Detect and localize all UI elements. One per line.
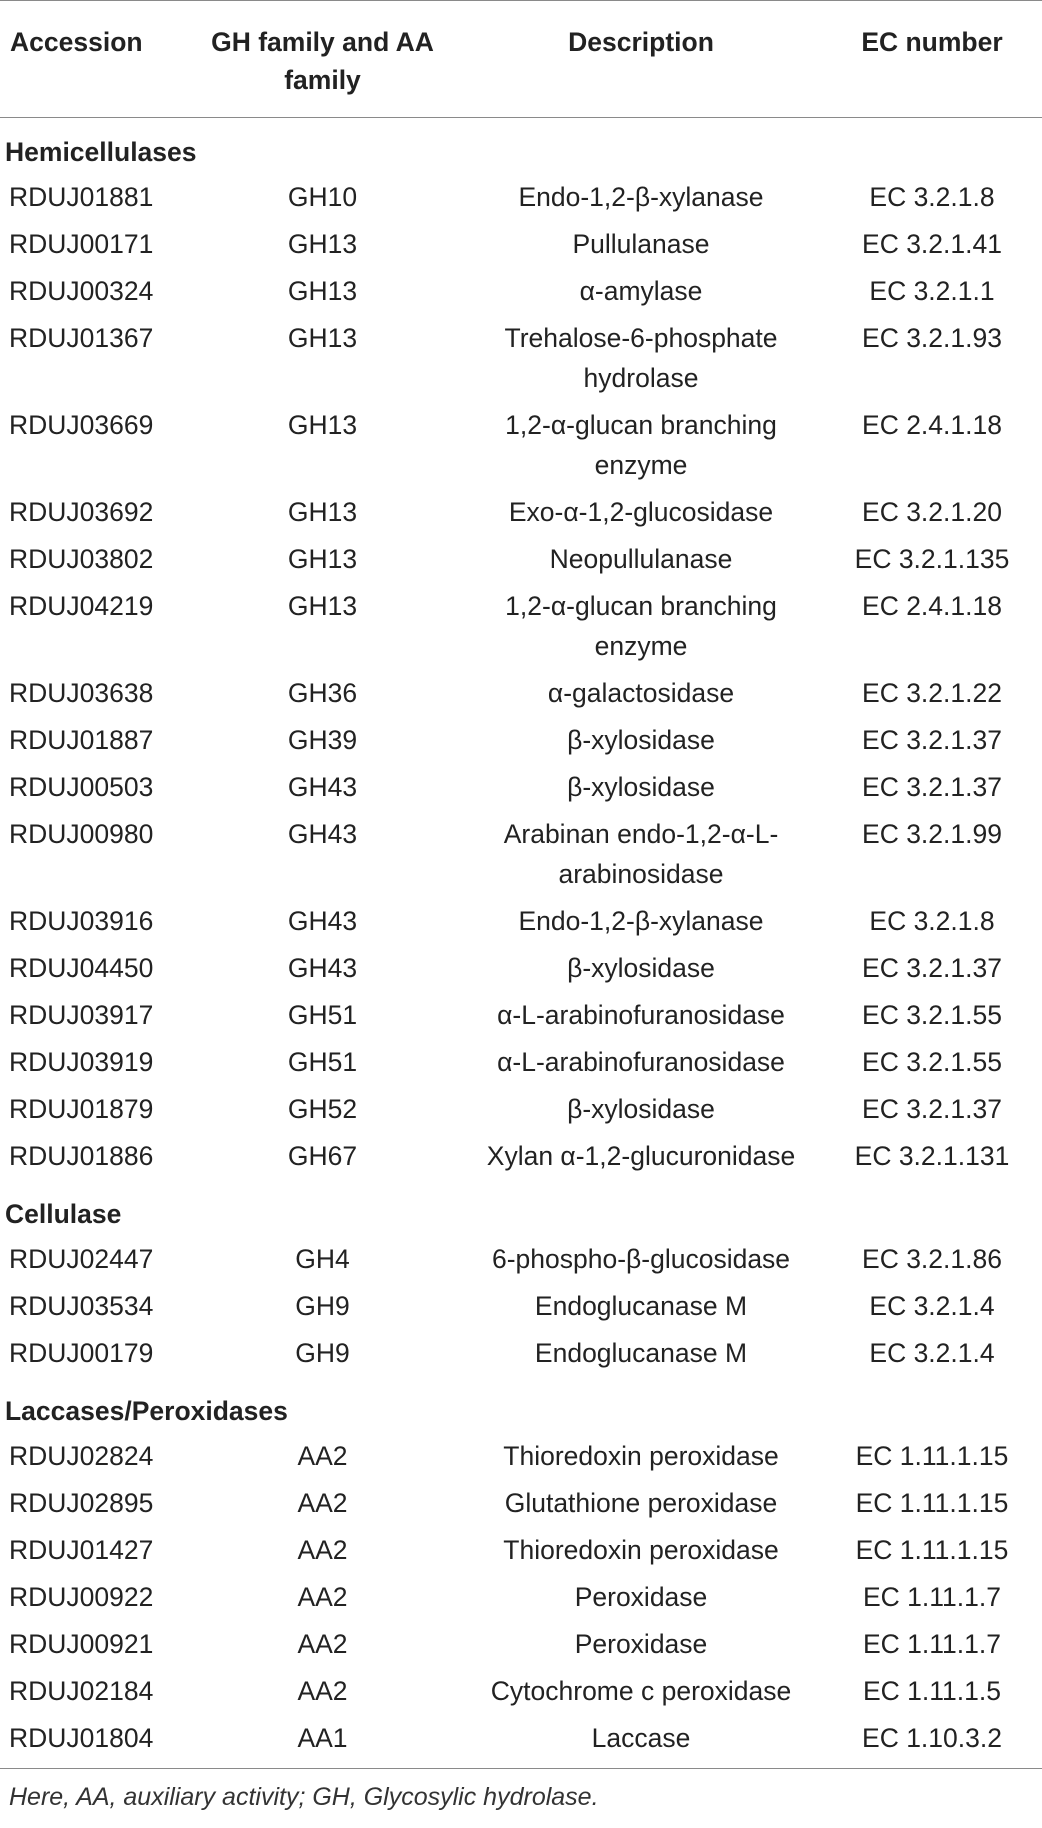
column-header-ec-number: EC number xyxy=(822,7,1042,118)
accession-cell: RDUJ02895 xyxy=(9,1488,154,1518)
ec-number-cell: EC 3.2.1.86 xyxy=(862,1244,1002,1274)
ec-number-cell: EC 3.2.1.4 xyxy=(869,1338,995,1368)
section-header-row xyxy=(0,118,1042,175)
table-row xyxy=(0,1236,1042,1283)
family-cell: GH10 xyxy=(287,182,358,212)
ec-number-cell: EC 3.2.1.22 xyxy=(862,678,1002,708)
ec-number-cell: EC 2.4.1.18 xyxy=(862,410,1002,440)
description-cell: α-amylase xyxy=(579,276,703,306)
ec-number-cell: EC 3.2.1.37 xyxy=(862,953,1002,983)
table-row xyxy=(0,992,1042,1039)
accession-cell: RDUJ03916 xyxy=(9,906,154,936)
ec-number-cell: EC 1.11.1.7 xyxy=(863,1629,1001,1659)
accession-cell: RDUJ00921 xyxy=(9,1629,154,1659)
table-row xyxy=(0,1527,1042,1574)
accession-cell: RDUJ01804 xyxy=(9,1723,154,1753)
family-cell: AA2 xyxy=(297,1676,348,1706)
description-cell: 1,2-α-glucan branching enzyme xyxy=(505,591,777,661)
table-header xyxy=(0,1,1042,118)
accession-cell: RDUJ01879 xyxy=(9,1094,154,1124)
description-cell: Endoglucanase M xyxy=(534,1291,748,1321)
table-row xyxy=(0,1039,1042,1086)
accession-cell: RDUJ03534 xyxy=(9,1291,154,1321)
table-row xyxy=(0,402,1042,489)
accession-cell: RDUJ02184 xyxy=(9,1676,154,1706)
ec-number-cell: EC 3.2.1.20 xyxy=(862,497,1002,527)
ec-number-cell: EC 3.2.1.55 xyxy=(862,1000,1002,1030)
accession-cell: RDUJ03692 xyxy=(9,497,154,527)
ec-number-cell: EC 1.11.1.5 xyxy=(863,1676,1001,1706)
table-row xyxy=(0,717,1042,764)
description-cell: Endo-1,2-β-xylanase xyxy=(518,182,764,212)
ec-number-cell: EC 1.11.1.15 xyxy=(855,1441,1009,1471)
description-cell: α-L-arabinofuranosidase xyxy=(497,1000,785,1030)
ec-number-cell: EC 3.2.1.8 xyxy=(869,182,995,212)
family-cell: AA2 xyxy=(297,1582,348,1612)
family-cell: AA2 xyxy=(297,1488,348,1518)
table-row xyxy=(0,1330,1042,1377)
description-cell: Laccase xyxy=(591,1723,691,1753)
description-cell: Arabinan endo-1,2-α-L-arabinosidase xyxy=(503,819,779,889)
table-row xyxy=(0,583,1042,670)
family-cell: AA2 xyxy=(297,1441,348,1471)
family-cell: GH43 xyxy=(287,819,358,849)
accession-cell: RDUJ01367 xyxy=(9,323,154,353)
accession-cell: RDUJ01881 xyxy=(9,182,154,212)
table-row xyxy=(0,764,1042,811)
family-cell: GH13 xyxy=(287,591,358,621)
accession-cell: RDUJ00171 xyxy=(9,229,154,259)
description-cell: α-galactosidase xyxy=(547,678,735,708)
description-cell: Trehalose-6-phosphate hydrolase xyxy=(504,323,778,393)
table-row xyxy=(0,1480,1042,1527)
ec-number-cell: EC 3.2.1.37 xyxy=(862,725,1002,755)
accession-cell: RDUJ00179 xyxy=(9,1338,154,1368)
ec-number-cell: EC 1.11.1.7 xyxy=(863,1582,1001,1612)
family-cell: GH4 xyxy=(295,1244,350,1274)
table-row xyxy=(0,1433,1042,1480)
ec-number-cell: EC 3.2.1.99 xyxy=(862,819,1002,849)
family-cell: GH67 xyxy=(287,1141,358,1171)
table-row xyxy=(0,489,1042,536)
family-cell: GH52 xyxy=(287,1094,358,1124)
description-cell: Pullulanase xyxy=(572,229,710,259)
table-row xyxy=(0,670,1042,717)
accession-cell: RDUJ03638 xyxy=(9,678,154,708)
description-cell: Neopullulanase xyxy=(549,544,733,574)
ec-number-cell: EC 3.2.1.93 xyxy=(862,323,1002,353)
description-cell: β-xylosidase xyxy=(567,772,715,802)
table-footnote: Here, AA, auxiliary activity; GH, Glycosylic hydrolase. xyxy=(9,1783,599,1811)
table-row xyxy=(0,1086,1042,1133)
column-header-description: Description xyxy=(460,7,822,118)
ec-number-cell: EC 3.2.1.41 xyxy=(862,229,1002,259)
table-row xyxy=(0,268,1042,315)
family-cell: GH43 xyxy=(287,772,358,802)
table-row xyxy=(0,811,1042,898)
family-cell: GH13 xyxy=(287,410,358,440)
accession-cell: RDUJ03919 xyxy=(9,1047,154,1077)
description-cell: β-xylosidase xyxy=(567,953,715,983)
description-cell: β-xylosidase xyxy=(567,1094,715,1124)
description-cell: Cytochrome c peroxidase xyxy=(490,1676,792,1706)
ec-number-cell: EC 3.2.1.37 xyxy=(862,1094,1002,1124)
table-row xyxy=(0,898,1042,945)
family-cell: GH13 xyxy=(287,323,358,353)
accession-cell: RDUJ03917 xyxy=(9,1000,154,1030)
family-cell: GH36 xyxy=(287,678,358,708)
section-title: Laccases/Peroxidases xyxy=(5,1396,288,1426)
family-cell: AA2 xyxy=(297,1535,348,1565)
table-body xyxy=(0,118,1042,1763)
accession-cell: RDUJ00980 xyxy=(9,819,154,849)
description-cell: Endo-1,2-β-xylanase xyxy=(518,906,764,936)
description-cell: Thioredoxin peroxidase xyxy=(503,1535,779,1565)
description-cell: Thioredoxin peroxidase xyxy=(503,1441,779,1471)
family-cell: AA2 xyxy=(297,1629,348,1659)
ec-number-cell: EC 3.2.1.37 xyxy=(862,772,1002,802)
section-header-row xyxy=(0,1180,1042,1236)
description-cell: Xylan α-1,2-glucuronidase xyxy=(486,1141,796,1171)
ec-number-cell: EC 1.11.1.15 xyxy=(855,1535,1009,1565)
family-cell: GH43 xyxy=(287,906,358,936)
ec-number-cell: EC 2.4.1.18 xyxy=(862,591,1002,621)
family-cell: GH9 xyxy=(295,1291,350,1321)
table-row xyxy=(0,1621,1042,1668)
description-cell: Exo-α-1,2-glucosidase xyxy=(508,497,774,527)
accession-cell: RDUJ03669 xyxy=(9,410,154,440)
family-cell: GH9 xyxy=(295,1338,350,1368)
family-cell: GH13 xyxy=(287,497,358,527)
accession-cell: RDUJ01886 xyxy=(9,1141,154,1171)
description-cell: Peroxidase xyxy=(574,1629,708,1659)
ec-number-cell: EC 3.2.1.1 xyxy=(869,276,995,306)
section-title: Hemicellulases xyxy=(5,137,197,167)
table-row xyxy=(0,174,1042,221)
description-cell: α-L-arabinofuranosidase xyxy=(497,1047,785,1077)
accession-cell: RDUJ00503 xyxy=(9,772,154,802)
ec-number-cell: EC 3.2.1.4 xyxy=(869,1291,995,1321)
table-row xyxy=(0,1133,1042,1180)
table-row xyxy=(0,315,1042,402)
table-row xyxy=(0,1574,1042,1621)
column-header-family: GH family and AA family xyxy=(185,7,460,118)
ec-number-cell: EC 1.10.3.2 xyxy=(862,1723,1002,1753)
table-row xyxy=(0,1715,1042,1762)
accession-cell: RDUJ00324 xyxy=(9,276,154,306)
table-row xyxy=(0,1668,1042,1715)
description-cell: 1,2-α-glucan branching enzyme xyxy=(505,410,777,480)
ec-number-cell: EC 3.2.1.55 xyxy=(862,1047,1002,1077)
accession-cell: RDUJ02824 xyxy=(9,1441,154,1471)
family-cell: AA1 xyxy=(297,1723,348,1753)
table-row xyxy=(0,536,1042,583)
accession-cell: RDUJ02447 xyxy=(9,1244,154,1274)
section-header-row xyxy=(0,1377,1042,1433)
family-cell: GH13 xyxy=(287,229,358,259)
family-cell: GH51 xyxy=(287,1000,358,1030)
family-cell: GH13 xyxy=(287,276,358,306)
ec-number-cell: EC 1.11.1.15 xyxy=(855,1488,1009,1518)
accession-cell: RDUJ03802 xyxy=(9,544,154,574)
family-cell: GH13 xyxy=(287,544,358,574)
accession-cell: RDUJ04450 xyxy=(9,953,154,983)
description-cell: Glutathione peroxidase xyxy=(504,1488,778,1518)
accession-cell: RDUJ04219 xyxy=(9,591,154,621)
description-cell: Peroxidase xyxy=(574,1582,708,1612)
description-cell: Endoglucanase M xyxy=(534,1338,748,1368)
family-cell: GH39 xyxy=(287,725,358,755)
table-row xyxy=(0,1283,1042,1330)
table-row xyxy=(0,221,1042,268)
description-cell: 6-phospho-β-glucosidase xyxy=(491,1244,791,1274)
column-header-accession: Accession xyxy=(0,7,185,118)
description-cell: β-xylosidase xyxy=(567,725,715,755)
accession-cell: RDUJ01887 xyxy=(9,725,154,755)
section-title: Cellulase xyxy=(5,1199,122,1229)
ec-number-cell: EC 3.2.1.8 xyxy=(869,906,995,936)
family-cell: GH43 xyxy=(287,953,358,983)
ec-number-cell: EC 3.2.1.131 xyxy=(854,1141,1010,1171)
accession-cell: RDUJ00922 xyxy=(9,1582,154,1612)
table-row xyxy=(0,945,1042,992)
family-cell: GH51 xyxy=(287,1047,358,1077)
accession-cell: RDUJ01427 xyxy=(9,1535,154,1565)
ec-number-cell: EC 3.2.1.135 xyxy=(854,544,1010,574)
